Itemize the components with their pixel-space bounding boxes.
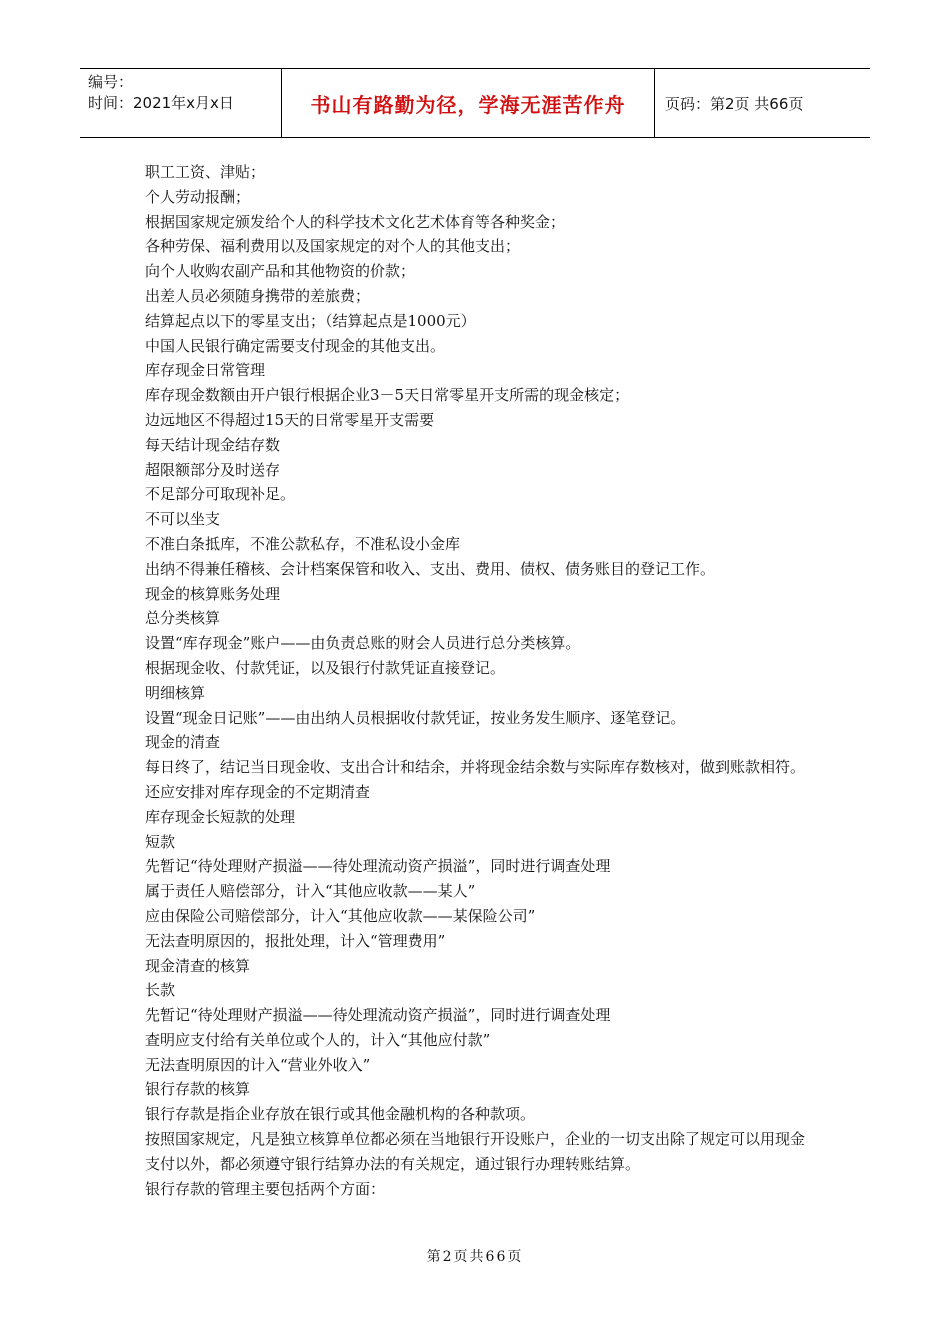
text-line: 银行存款是指企业存放在银行或其他金融机构的各种款项。 <box>145 1105 536 1124</box>
text-line: 先暂记“待处理财产损溢——待处理流动资产损溢”，同时进行调查处理 <box>145 857 611 876</box>
page-header <box>80 68 870 138</box>
text-line: 还应安排对库存现金的不定期清查 <box>145 782 371 801</box>
document-date: 时间：2021年x月x日 <box>88 94 234 112</box>
section-heading: 现金清查的核算 <box>145 956 251 975</box>
text-line: 根据现金收、付款凭证，以及银行付款凭证直接登记。 <box>145 658 506 677</box>
text-line: 不可以坐支 <box>145 510 221 529</box>
text-line: 明细核算 <box>145 683 206 702</box>
text-line: 结算起点以下的零星支出；（结算起点是1000元） <box>145 311 476 330</box>
section-heading: 库存现金长短款的处理 <box>145 807 296 826</box>
header-motto: 书山有路勤为径，学海无涯苦作舟 <box>310 92 626 117</box>
text-line: 设置“现金日记账”——由出纳人员根据收付款凭证，按业务发生顺序、逐笔登记。 <box>145 708 686 727</box>
document-body <box>145 160 810 1201</box>
text-line: 各种劳保、福利费用以及国家规定的对个人的其他支出； <box>145 237 521 256</box>
text-line: 设置“库存现金”账户——由负责总账的财会人员进行总分类核算。 <box>145 634 581 653</box>
text-line: 出纳不得兼任稽核、会计档案保管和收入、支出、费用、债权、债务账目的登记工作。 <box>145 559 716 578</box>
text-paragraph: 每日终了，结记当日现金收、支出合计和结余，并将现金结余数与实际库存数核对，做到账款相符。 <box>145 758 806 777</box>
text-line: 向个人收购农副产品和其他物资的价款； <box>145 262 416 281</box>
page-footer: 第2页共66页 <box>426 1249 524 1265</box>
text-paragraph: 按照国家规定，凡是独立核算单位都必须在当地银行开设账户，企业的一切支出除了规定可以用现金支付以外，都必须遵守银行结算办法的有关规定，通过银行办理转账结算。 <box>145 1130 806 1173</box>
header-page-info <box>655 69 870 137</box>
section-heading: 银行存款的核算 <box>145 1080 251 1099</box>
text-line: 短款 <box>145 832 176 851</box>
text-line: 无法查明原因的计入“营业外收入” <box>145 1055 371 1074</box>
header-meta <box>80 69 282 137</box>
header-page-number: 页码：第2页 共66页 <box>665 94 804 113</box>
section-heading: 库存现金日常管理 <box>145 361 266 380</box>
text-line: 每天结计现金结存数 <box>145 435 281 454</box>
text-line: 出差人员必须随身携带的差旅费； <box>145 286 371 305</box>
section-heading: 现金的清查 <box>145 733 221 752</box>
section-heading: 现金的核算账务处理 <box>145 584 281 603</box>
text-line: 银行存款的管理主要包括两个方面： <box>145 1179 386 1198</box>
text-line: 总分类核算 <box>145 609 221 628</box>
text-line: 应由保险公司赔偿部分，计入“其他应收款——某保险公司” <box>145 906 536 925</box>
text-line: 职工工资、津贴； <box>145 163 266 181</box>
text-line: 长款 <box>145 981 176 1000</box>
text-line: 根据国家规定颁发给个人的科学技术文化艺术体育等各种奖金； <box>145 212 566 231</box>
text-line: 不准白条抵库，不准公款私存，不准私设小金库 <box>145 534 461 553</box>
text-line: 超限额部分及时送存 <box>145 460 281 479</box>
text-line: 个人劳动报酬； <box>145 187 251 206</box>
text-line: 查明应支付给有关单位或个人的，计入“其他应付款” <box>145 1030 491 1049</box>
text-line: 库存现金数额由开户银行根据企业3－5天日常零星开支所需的现金核定； <box>145 386 630 405</box>
text-line: 属于责任人赔偿部分，计入“其他应收款——某人” <box>145 882 476 901</box>
text-line: 无法查明原因的，报批处理，计入“管理费用” <box>145 931 446 950</box>
text-line: 中国人民银行确定需要支付现金的其他支出。 <box>145 336 446 355</box>
text-line: 边远地区不得超过15天的日常零星开支需要 <box>145 410 435 429</box>
document-number-label: 编号： <box>88 73 134 91</box>
header-motto-cell <box>282 69 655 137</box>
text-line: 先暂记“待处理财产损溢——待处理流动资产损溢”，同时进行调查处理 <box>145 1006 611 1025</box>
text-line: 不足部分可取现补足。 <box>145 485 296 504</box>
